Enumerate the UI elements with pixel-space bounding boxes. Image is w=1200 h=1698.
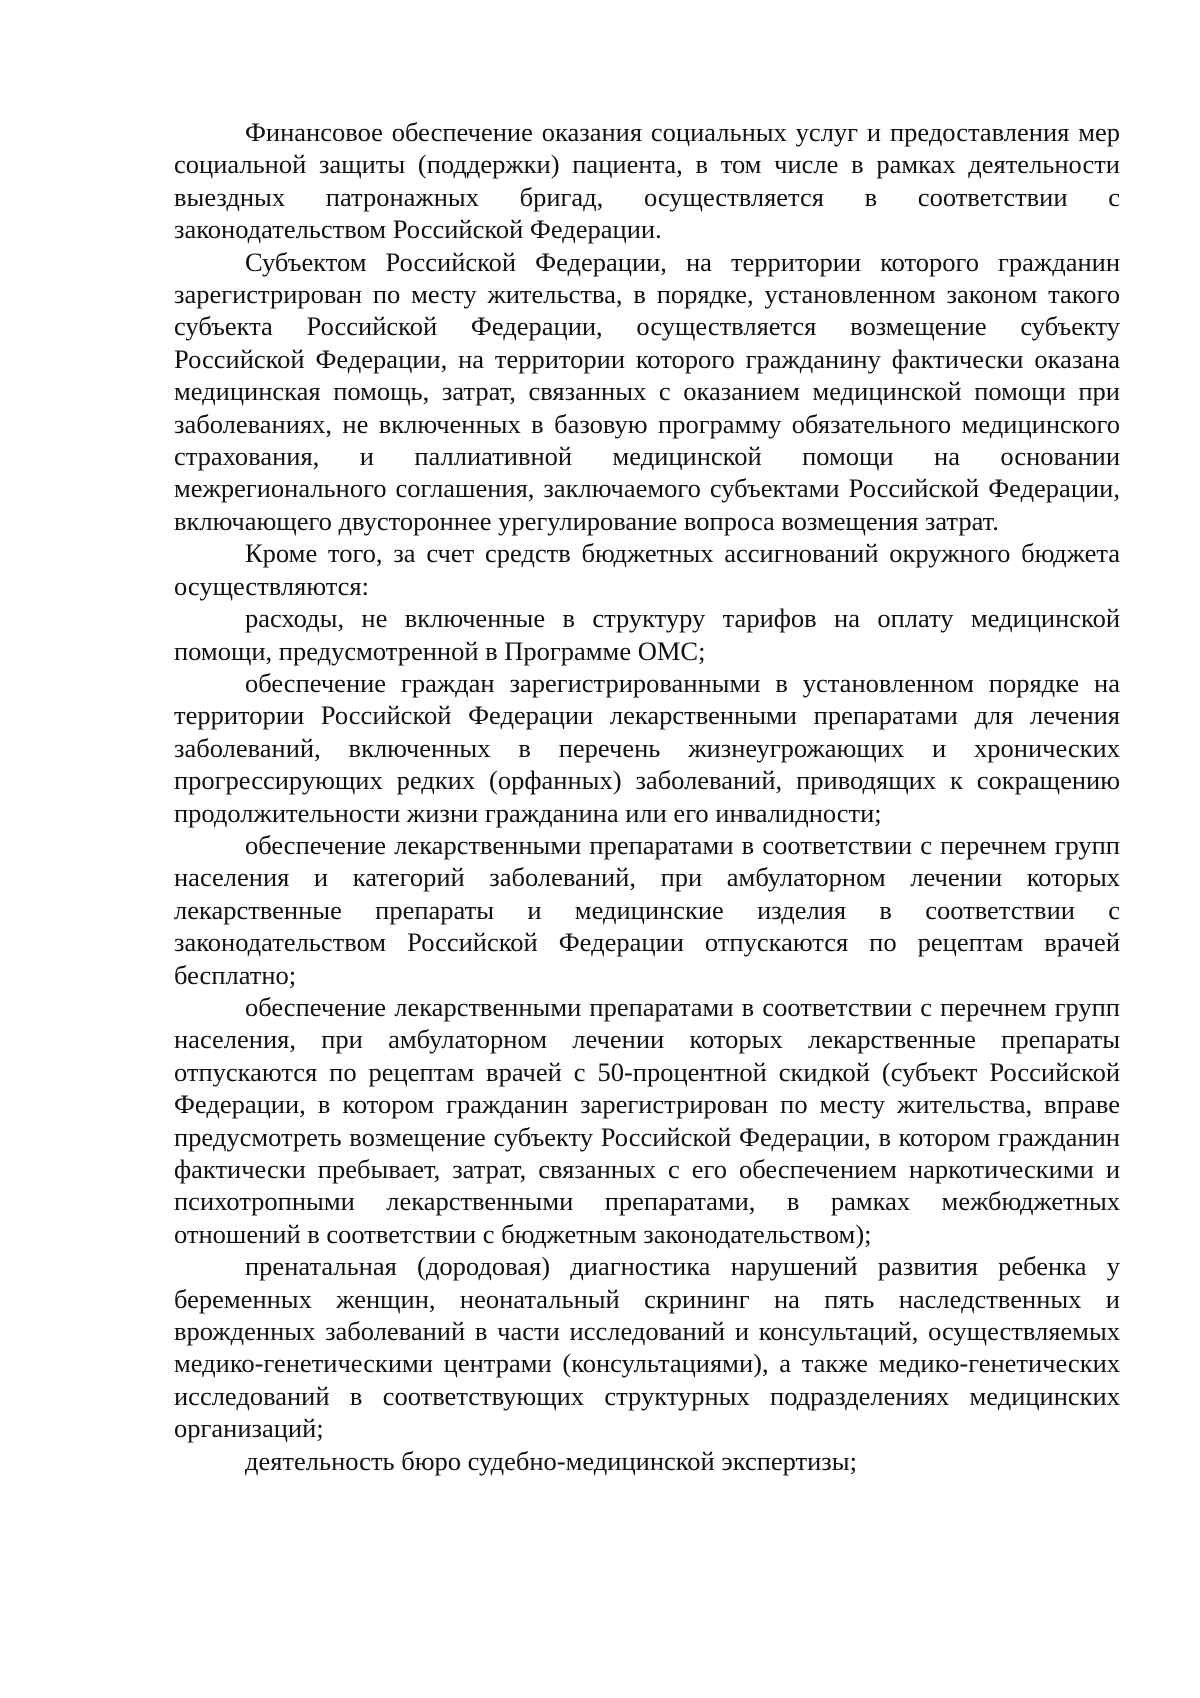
paragraph-orphan-drugs: обеспечение граждан зарегистрированными в установленном порядке на территории Российской Федерации лекарственными препаратами для лечения заболеваний, включенных в перечень жизнеугрожающих и хронических прогрессирующих редких (орфанных) заболеваний, приводящих к сокращению продолжительности жизни гражданина или его инвалидности; bbox=[174, 667, 1120, 828]
paragraph-free-drugs: обеспечение лекарственными препаратами в соответствии с перечнем групп населения и категорий заболеваний, при амбулаторном лечении которых лекарственные препараты и медицинские изделия в соответствии с законодательством Российской Федерации отпускаются по рецептам врачей бесплатно; bbox=[174, 829, 1120, 990]
paragraph-prenatal-diagnostics: пренатальная (дородовая) диагностика нарушений развития ребенка у беременных женщин, неонатальный скрининг на пять наследственных и врожденных заболеваний в части исследований и консультаций, осуществляемых медико-генетическими центрами (консультациями), а также медико-генетических исследований в соответствующих структурных подразделениях медицинских организаций; bbox=[174, 1251, 1120, 1444]
paragraph-reimbursement: Субъектом Российской Федерации, на территории которого гражданин зарегистрирован по месту жительства, в порядке, установленном законом такого субъекта Российской Федерации, осуществляется возмещение субъекту Российской Федерации, на территории которого гражданину фактически оказана медицинская помощь, затрат, связанных с оказанием медицинской помощи при заболеваниях, не включенных в базовую программу обязательного медицинского страхования, и паллиативной медицинской помощи на основании межрегионального соглашения, заключаемого субъектами Российской Федерации, включающего двустороннее урегулирование вопроса возмещения затрат. bbox=[174, 246, 1120, 536]
paragraph-budget-intro: Кроме того, за счет средств бюджетных ассигнований окружного бюджета осуществляются: bbox=[174, 538, 1120, 601]
paragraph-oms-expenses: расходы, не включенные в структуру тарифов на оплату медицинской помощи, предусмотренной в Программе ОМС; bbox=[174, 603, 1120, 666]
paragraph-forensic-bureau: деятельность бюро судебно-медицинской экспертизы; bbox=[245, 1445, 857, 1476]
paragraph-financing: Финансовое обеспечение оказания социальных услуг и предоставления мер социальной защиты (поддержки) пациента, в том числе в рамках деятельности выездных патронажных бригад, осуществляется в соответствии с законодательством Российской Федерации. bbox=[174, 117, 1120, 245]
paragraph-discount-drugs: обеспечение лекарственными препаратами в соответствии с перечнем групп населения, при амбулаторном лечении которых лекарственные препараты отпускаются по рецептам врачей с 50-процентной скидкой (субъект Российской Федерации, в котором гражданин зарегистрирован по месту жительства, вправе предусмотреть возмещение субъекту Российской Федерации, в котором гражданин фактически пребывает, затрат, связанных с его обеспечением наркотическими и психотропными лекарственными препаратами, в рамках межбюджетных отношений в соответствии с бюджетным законодательством); bbox=[174, 991, 1120, 1249]
document-body bbox=[174, 116, 1120, 1477]
